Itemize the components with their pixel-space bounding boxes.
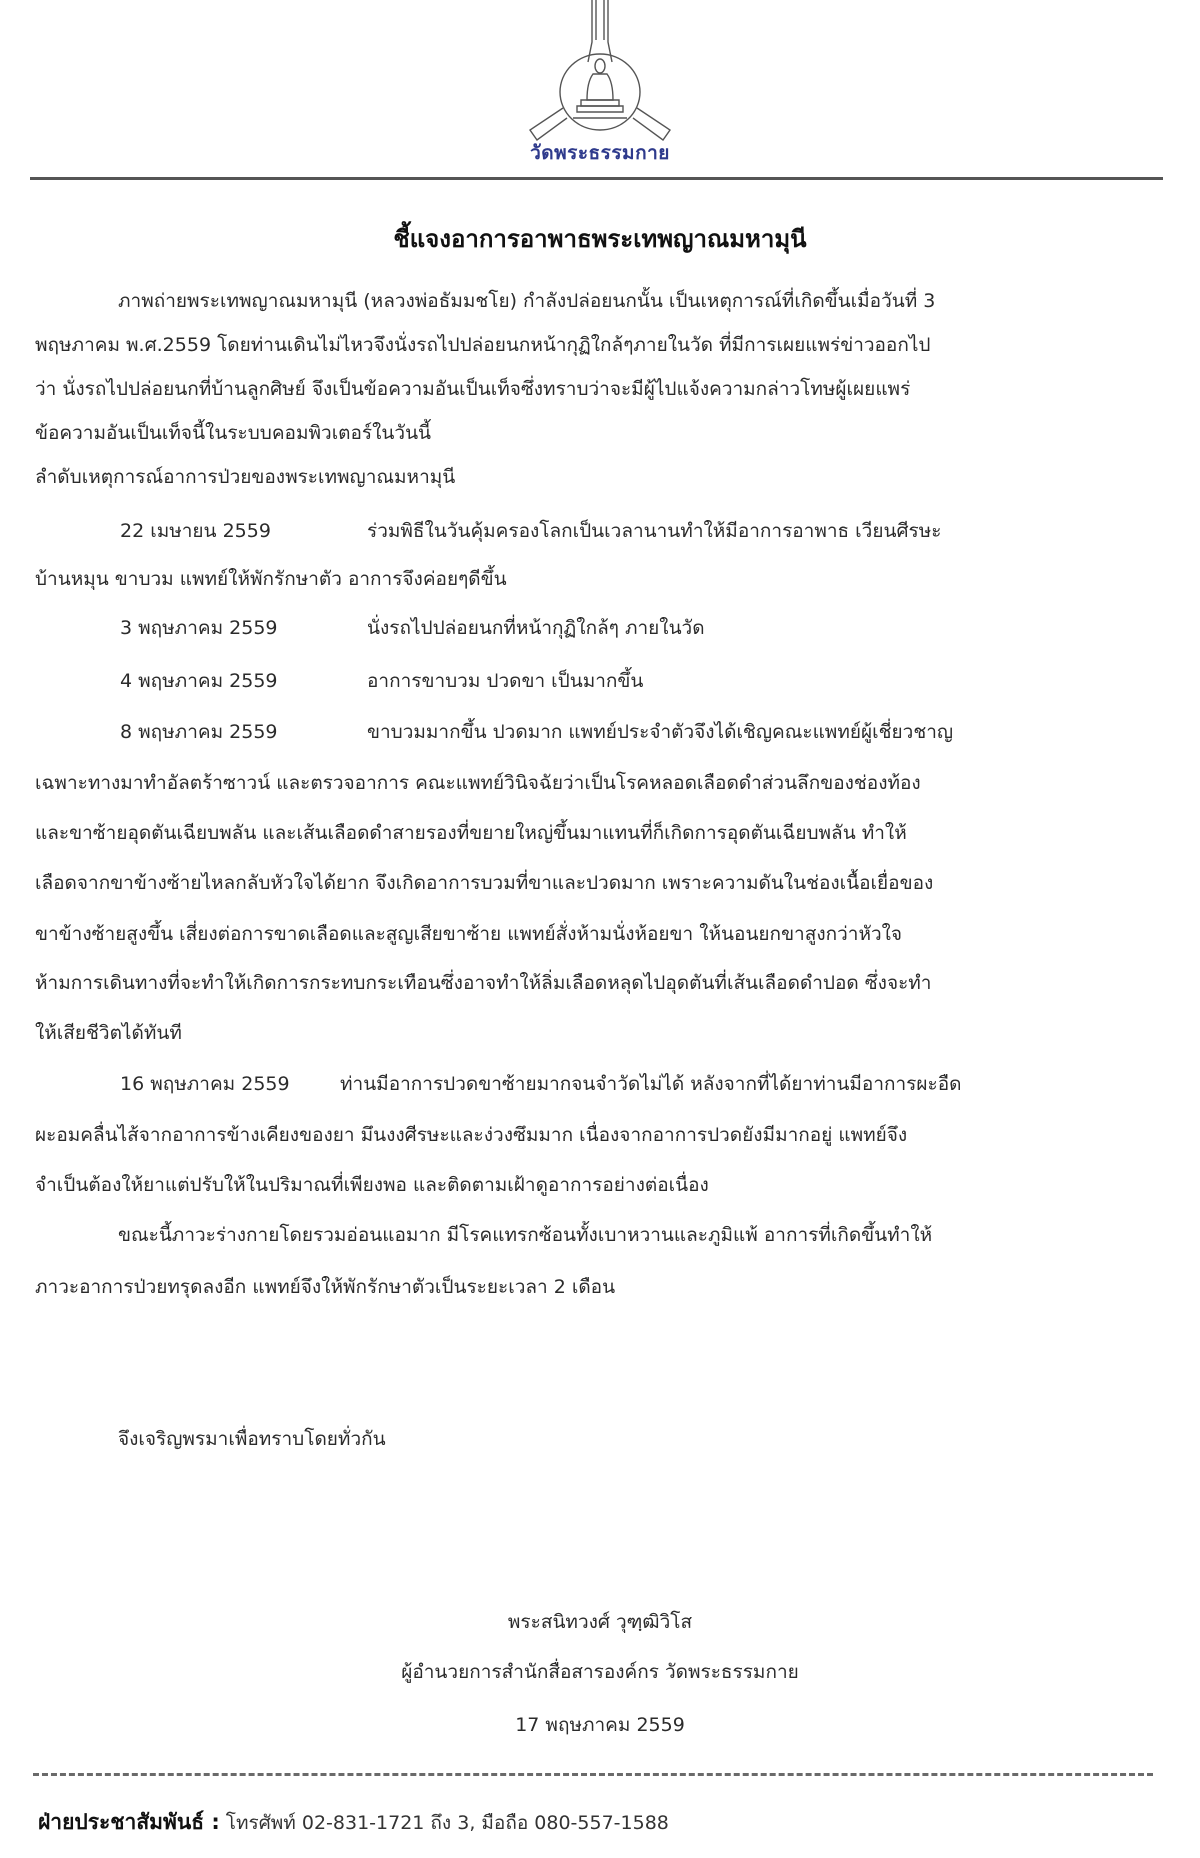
footer-divider — [33, 1773, 1153, 1776]
footer-phone: โทรศัพท์ 02-831-1721 ถึง 3, มือถือ 080-557-1588 — [225, 1812, 669, 1834]
timeline-continuation: บ้านหมุน ขาบวม แพทย์ให้พักรักษาตัว อาการจึงค่อยๆดีขึ้น — [35, 568, 507, 590]
intro-line: ภาพถ่ายพระเทพญาณมหามุนี (หลวงพ่อธัมมชโย) กำลังปล่อยนกนั้น เป็นเหตุการณ์ที่เกิดขึ้นเมื่อวันที่ 3 — [118, 290, 936, 312]
timeline-heading: ลำดับเหตุการณ์อาการป่วยของพระเทพญาณมหามุนี — [35, 466, 456, 488]
timeline-continuation: จำเป็นต้องให้ยาแต่ปรับให้ในปริมาณที่เพียงพอ และติดตามเฝ้าดูอาการอย่างต่อเนื่อง — [35, 1174, 709, 1196]
logo-caption: วัดพระธรรมกาย — [530, 142, 670, 164]
footer-contact — [38, 1808, 669, 1837]
summary-line: ขณะนี้ภาวะร่างกายโดยรวมอ่อนแอมาก มีโรคแทรกซ้อนทั้งเบาหวานและภูมิแพ้ อาการที่เกิดขึ้นทำให้ — [118, 1224, 933, 1246]
timeline-date: 22 เมษายน 2559 — [120, 520, 271, 542]
footer-label: ฝ่ายประชาสัมพันธ์ : — [38, 1810, 220, 1834]
signature-date: 17 พฤษภาคม 2559 — [515, 1714, 685, 1736]
intro-line: พฤษภาคม พ.ศ.2559 โดยท่านเดินไม่ไหวจึงนั่งรถไปปล่อยนกหน้ากุฏิใกล้ๆภายในวัด ที่มีการเผยแพร่ข่าวออกไป — [35, 334, 931, 356]
timeline-text: ขาบวมมากขึ้น ปวดมาก แพทย์ประจำตัวจึงได้เชิญคณะแพทย์ผู้เชี่ยวชาญ — [367, 721, 954, 743]
timeline-date: 8 พฤษภาคม 2559 — [120, 721, 278, 743]
timeline-continuation: เลือดจากขาข้างซ้ายไหลกลับหัวใจได้ยาก จึงเกิดอาการบวมที่ขาและปวดมาก เพราะความดันในช่องเนื้อเยื่อของ — [35, 872, 934, 894]
closing-text: จึงเจริญพรมาเพื่อทราบโดยทั่วกัน — [118, 1428, 386, 1450]
document-title: ชี้แจงอาการอาพาธพระเทพญาณมหามุนี — [393, 225, 807, 253]
timeline-text: ร่วมพิธีในวันคุ้มครองโลกเป็นเวลานานทำให้มีอาการอาพาธ เวียนศีรษะ — [367, 520, 942, 542]
timeline-date: 16 พฤษภาคม 2559 — [120, 1073, 290, 1095]
intro-line: ข้อความอันเป็นเท็จนี้ในระบบคอมพิวเตอร์ในวันนี้ — [35, 422, 432, 444]
signature-name: พระสนิทวงศ์ วุฑฺฒิวิโส — [507, 1611, 693, 1633]
timeline-continuation: และขาซ้ายอุดตันเฉียบพลัน และเส้นเลือดดำสายรองที่ขยายใหญ่ขึ้นมาแทนที่ก็เกิดการอุดตันเฉียบพลัน ทำให้ — [35, 822, 907, 844]
timeline-text: ท่านมีอาการปวดขาซ้ายมากจนจำวัดไม่ได้ หลังจากที่ได้ยาท่านมีอาการผะอืด — [340, 1073, 962, 1095]
summary-line: ภาวะอาการป่วยทรุดลงอีก แพทย์จึงให้พักรักษาตัวเป็นระยะเวลา 2 เดือน — [35, 1276, 616, 1298]
header-rule — [30, 177, 1163, 180]
timeline-text: นั่งรถไปปล่อยนกที่หน้ากุฏิใกล้ๆ ภายในวัด — [367, 617, 705, 639]
timeline-continuation: ห้ามการเดินทางที่จะทำให้เกิดการกระทบกระเทือนซึ่งอาจทำให้ลิ่มเลือดหลุดไปอุดตันที่เส้นเลือดดำปอด ซึ่งจะทำ — [35, 972, 932, 994]
intro-line: ว่า นั่งรถไปปล่อยนกที่บ้านลูกศิษย์ จึงเป็นข้อความอันเป็นเท็จซึ่งทราบว่าจะมีผู้ไปแจ้งความกล่าวโทษผู้เผยแพร่ — [35, 378, 911, 400]
signature-position: ผู้อำนวยการสำนักสื่อสารองค์กร วัดพระธรรมกาย — [401, 1661, 799, 1683]
timeline-date: 4 พฤษภาคม 2559 — [120, 670, 278, 692]
timeline-continuation: ขาข้างซ้ายสูงขึ้น เสี่ยงต่อการขาดเลือดและสูญเสียขาซ้าย แพทย์สั่งห้ามนั่งห้อยขา ให้นอนยกขาสูงกว่าหัวใจ — [35, 923, 903, 945]
timeline-text: อาการขาบวม ปวดขา เป็นมากขึ้น — [367, 670, 644, 692]
timeline-continuation: เฉพาะทางมาทำอัลตร้าซาวน์ และตรวจอาการ คณะแพทย์วินิจฉัยว่าเป็นโรคหลอดเลือดดำส่วนลึกของช่องท้อง — [35, 772, 921, 794]
timeline-continuation: ผะอมคลื่นไส้จากอาการข้างเคียงของยา มึนงงศีรษะและง่วงซึมมาก เนื่องจากอาการปวดยังมีมากอยู่ แพทย์จึง — [35, 1124, 908, 1146]
timeline-date: 3 พฤษภาคม 2559 — [120, 617, 278, 639]
timeline-continuation: ให้เสียชีวิตได้ทันที — [35, 1022, 182, 1044]
